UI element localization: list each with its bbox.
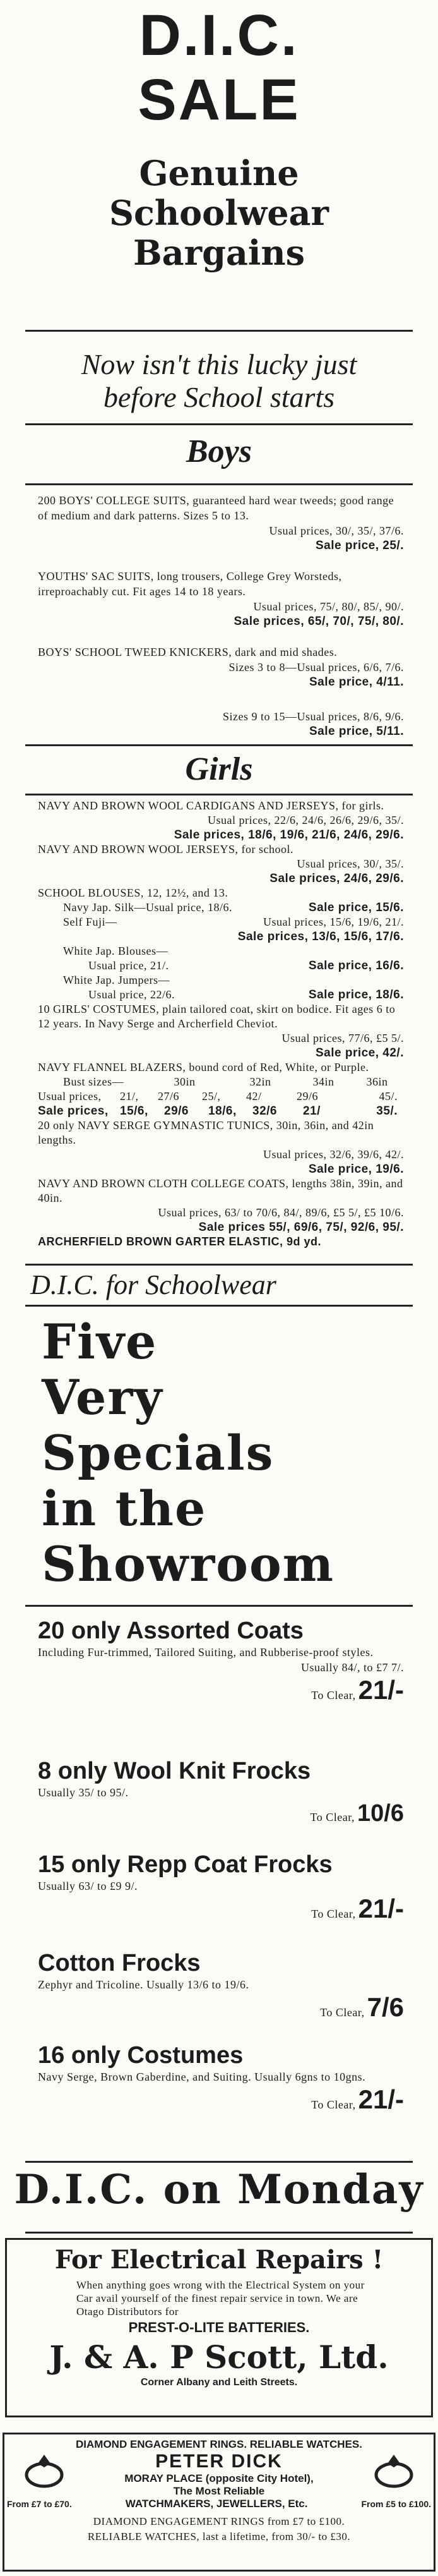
clear-label: To Clear, bbox=[310, 1811, 355, 1823]
item-description: YOUTHS' SAC SUITS, long trousers, College Grey Worsteds, irreproachably cut. Fit ages 14 to 18 years. bbox=[38, 570, 342, 598]
jeweller-trade-row bbox=[4, 2498, 434, 2510]
usual-price: Usual prices, 22/6, 24/6, 26/6, 29/6, 35/. bbox=[208, 814, 404, 826]
usual-price: Usually 35/ to 95/. bbox=[38, 1786, 129, 1799]
price: 18/6, bbox=[208, 1104, 237, 1118]
item-description: 200 BOYS' COLLEGE SUITS, guaranteed hard wear tweeds; good range of medium and dark patterns. Sizes 5 to 13. bbox=[38, 494, 394, 522]
special-title: 20 only Assorted Coats bbox=[38, 1618, 304, 1644]
clear-price: 7/6 bbox=[367, 1992, 404, 2022]
price: 21/, bbox=[120, 1090, 139, 1103]
usual-price: Usual prices, 75/, 80/, 85/, 90/. bbox=[253, 600, 404, 613]
special-title: 8 only Wool Knit Frocks bbox=[38, 1758, 311, 1784]
youths-sac-suits bbox=[38, 569, 404, 629]
headline-schoolwear: Schoolwear bbox=[109, 193, 329, 233]
item-label: White Jap. Blouses— bbox=[63, 945, 168, 957]
headline-genuine: Genuine bbox=[139, 153, 299, 193]
tagline-1: Now isn't this lucky just bbox=[81, 348, 357, 380]
size: 36in bbox=[366, 1075, 388, 1088]
item-description: SCHOOL BLOUSES, 12, 12½, and 13. bbox=[38, 886, 228, 899]
price-row bbox=[38, 915, 404, 929]
usual-price: Usual prices, 63/ to 70/6, 84/, 89/6, £5 5/, £5 10/6. bbox=[158, 1206, 404, 1219]
price: 35/. bbox=[376, 1104, 398, 1118]
item-description: NAVY AND BROWN WOOL CARDIGANS AND JERSEYS, for girls. bbox=[38, 799, 384, 812]
usual-price: Usual prices, 32/6, 39/6, 42/. bbox=[263, 1148, 404, 1161]
usual-price: Sizes 3 to 8—Usual prices, 6/6, 7/6. bbox=[228, 661, 404, 674]
item-description: 10 GIRLS' COSTUMES, plain tailored coat, skirt on bodice. Fit ages 6 to 12 years. In Navy Serge and Archerfield Cheviot. bbox=[38, 1003, 396, 1030]
price: 21/ bbox=[303, 1104, 321, 1118]
usual-label: Usual prices, bbox=[38, 1090, 102, 1103]
usual-price: Usual prices, 30/, 35/. bbox=[297, 857, 404, 870]
ring-icon bbox=[22, 2452, 66, 2490]
divider bbox=[25, 794, 413, 795]
jeweller-watches: RELIABLE WATCHES, last a lifetime, from 30/- to £30. bbox=[87, 2531, 351, 2543]
boys-heading: Boys bbox=[186, 433, 252, 469]
price-row bbox=[38, 958, 404, 973]
special-costumes bbox=[38, 2042, 404, 2115]
special-repp-frocks bbox=[38, 1851, 404, 1924]
clear-label: To Clear, bbox=[311, 2098, 356, 2111]
special-title: 16 only Costumes bbox=[38, 2042, 244, 2069]
sale-price: Sale prices, 65/, 70/, 75/, 80/. bbox=[234, 615, 404, 628]
firm-address: Corner Albany and Leith Streets. bbox=[140, 2377, 298, 2388]
divider bbox=[25, 1305, 413, 1307]
sale-price: Sale price, 18/6. bbox=[308, 988, 404, 1001]
divider bbox=[25, 744, 413, 746]
item-description: ARCHERFIELD BROWN GARTER ELASTIC, 9d yd. bbox=[38, 1235, 322, 1248]
special-cotton-frocks bbox=[38, 1950, 404, 2023]
jeweller-trade: WATCHMAKERS, JEWELLERS, Etc. bbox=[125, 2498, 308, 2510]
usual-price: Usual price, 22/6. bbox=[88, 988, 175, 1001]
clear-label: To Clear, bbox=[311, 1908, 356, 1920]
clear-price: 21/- bbox=[358, 1894, 404, 1923]
sale-price: Sale prices, 18/6, 19/6, 21/6, 24/6, 29/6. bbox=[174, 828, 404, 842]
usual-price: Usually 84/, to £7 7/. bbox=[301, 1661, 404, 1674]
price: 42/ bbox=[246, 1090, 262, 1103]
divider bbox=[25, 2161, 413, 2163]
usual-price: Usual prices, 77/6, £5 5/. bbox=[281, 1032, 404, 1044]
special-title: Cotton Frocks bbox=[38, 1950, 201, 1976]
sale-price: Sale price, 15/6. bbox=[308, 901, 404, 914]
clear-price: 21/- bbox=[358, 1675, 404, 1705]
boys-tweed-knickers bbox=[38, 644, 404, 739]
jeweller-address: MORAY PLACE (opposite City Hotel), bbox=[124, 2472, 314, 2484]
in-the-title: in the bbox=[42, 1480, 207, 1537]
price: 15/6, bbox=[120, 1104, 148, 1118]
girls-heading: Girls bbox=[185, 751, 253, 787]
usual-price-row bbox=[38, 1089, 404, 1104]
sale-price: Sale prices 55/, 69/6, 75/, 92/6, 95/. bbox=[198, 1221, 404, 1234]
ring-icon bbox=[372, 2452, 416, 2490]
tagline-2: before School starts bbox=[103, 381, 335, 413]
bust-size-row bbox=[38, 1075, 404, 1089]
item-label: Self Fuji— bbox=[63, 916, 117, 928]
size: 34in bbox=[312, 1075, 334, 1088]
electrical-body: When anything goes wrong with the Electrical System on your Car avail yourself of the finest repair service in town. We are Otago Distributors for bbox=[76, 2279, 365, 2318]
price-from-right: From £5 to £100. bbox=[361, 2499, 431, 2509]
bust-label: Bust sizes— bbox=[63, 1075, 124, 1088]
very-title: Very bbox=[42, 1369, 163, 1425]
special-coats bbox=[38, 1618, 404, 1705]
special-description: Including Fur-trimmed, Tailored Suiting, and Rubberise-proof styles. bbox=[38, 1646, 374, 1659]
price: 45/. bbox=[379, 1090, 398, 1103]
price-from-left: From £7 to £70. bbox=[7, 2499, 72, 2509]
price: 29/6 bbox=[297, 1090, 319, 1103]
item-description: NAVY AND BROWN CLOTH COLLEGE COATS, lengths 38in, 39in, and 40in. bbox=[38, 1177, 403, 1204]
clear-label: To Clear, bbox=[311, 1689, 356, 1702]
price-row bbox=[38, 988, 404, 1002]
usual-price: Zephyr and Tricoline. Usually 13/6 to 19/6. bbox=[38, 1978, 249, 1991]
divider bbox=[25, 1264, 413, 1266]
jeweller-reliable: The Most Reliable bbox=[173, 2485, 265, 2497]
usual-price: Usual prices, 30/, 35/, 37/6. bbox=[269, 524, 404, 537]
item-description: NAVY FLANNEL BLAZERS, bound cord of Red, White, or Purple. bbox=[38, 1061, 369, 1073]
divider bbox=[25, 1605, 413, 1607]
sale-price: Sale price, 4/11. bbox=[309, 675, 404, 689]
dic-title: D.I.C. bbox=[139, 3, 299, 68]
sale-price: Sale price, 25/. bbox=[315, 539, 404, 552]
jeweller-name: PETER DICK bbox=[155, 2451, 283, 2472]
clear-label: To Clear, bbox=[320, 2006, 365, 2019]
item-label: White Jap. Jumpers— bbox=[63, 974, 170, 986]
sale-price: Sale price, 42/. bbox=[315, 1046, 404, 1060]
sale-price: Sale prices, 24/6, 29/6. bbox=[269, 872, 404, 885]
price: 27/6 bbox=[158, 1090, 180, 1103]
special-knit-frocks bbox=[38, 1758, 404, 1827]
girls-items bbox=[38, 799, 404, 1249]
boys-college-suits bbox=[38, 493, 404, 553]
jeweller-ad bbox=[3, 2433, 435, 2572]
headline-bargains: Bargains bbox=[133, 233, 305, 273]
five-title: Five bbox=[42, 1314, 158, 1370]
sale-title: SALE bbox=[138, 68, 300, 132]
electrical-headline: For Electrical Repairs ! bbox=[54, 2245, 384, 2275]
showroom-title: Showroom bbox=[42, 1536, 335, 1592]
usual-price: Usually 63/ to £9 9/. bbox=[38, 1880, 138, 1892]
special-title: 15 only Repp Coat Frocks bbox=[38, 1851, 333, 1878]
batteries: PREST-O-LITE BATTERIES. bbox=[128, 2319, 310, 2335]
jeweller-top: DIAMOND ENGAGEMENT RINGS. RELIABLE WATCHES. bbox=[76, 2438, 362, 2450]
usual-price: Navy Jap. Silk—Usual price, 18/6. bbox=[63, 901, 232, 914]
specials-title: Specials bbox=[42, 1425, 275, 1481]
sale-price: Sale price, 5/11. bbox=[309, 725, 404, 738]
usual-price: Usual price, 21/. bbox=[88, 959, 169, 972]
divider bbox=[25, 423, 413, 425]
item-description: BOYS' SCHOOL TWEED KNICKERS, dark and mid shades. bbox=[38, 646, 338, 658]
usual-price: Navy Serge, Brown Gaberdine, and Suiting. Usually 6gns to 10gns. bbox=[38, 2071, 366, 2083]
clear-price: 21/- bbox=[358, 2084, 404, 2114]
item-description: 20 only NAVY SERGE GYMNASTIC TUNICS, 30in, 36in, and 42in lengths. bbox=[38, 1119, 374, 1146]
size: 32in bbox=[249, 1075, 271, 1088]
price: 25/, bbox=[202, 1090, 221, 1103]
specials-heading: D.I.C. for Schoolwear bbox=[30, 1269, 276, 1300]
price: 29/6 bbox=[164, 1104, 189, 1118]
sale-price: Sale prices, 13/6, 15/6, 17/6. bbox=[237, 930, 404, 943]
price-row bbox=[38, 900, 404, 915]
sale-price: Sale price, 16/6. bbox=[308, 959, 404, 972]
sale-label: Sale prices, bbox=[38, 1104, 109, 1118]
firm-name: J. & A. P Scott, Ltd. bbox=[49, 2338, 389, 2376]
sale-price: Sale price, 19/6. bbox=[308, 1163, 404, 1176]
divider bbox=[25, 2232, 413, 2234]
divider bbox=[25, 483, 413, 485]
usual-price: Usual prices, 15/6, 19/6, 21/. bbox=[263, 916, 404, 928]
item-description: NAVY AND BROWN WOOL JERSEYS, for school. bbox=[38, 843, 294, 856]
electrical-ad bbox=[5, 2238, 433, 2417]
dic-monday: D.I.C. on Monday bbox=[14, 2166, 424, 2213]
sale-price-row bbox=[38, 1104, 404, 1118]
jeweller-rings: DIAMOND ENGAGEMENT RINGS from £7 to £100. bbox=[93, 2515, 345, 2527]
usual-price: Sizes 9 to 15—Usual prices, 8/6, 9/6. bbox=[223, 710, 404, 723]
clear-price: 10/6 bbox=[357, 1800, 404, 1827]
price: 32/6 bbox=[252, 1104, 277, 1118]
size: 30in bbox=[174, 1075, 196, 1088]
divider bbox=[25, 330, 413, 332]
